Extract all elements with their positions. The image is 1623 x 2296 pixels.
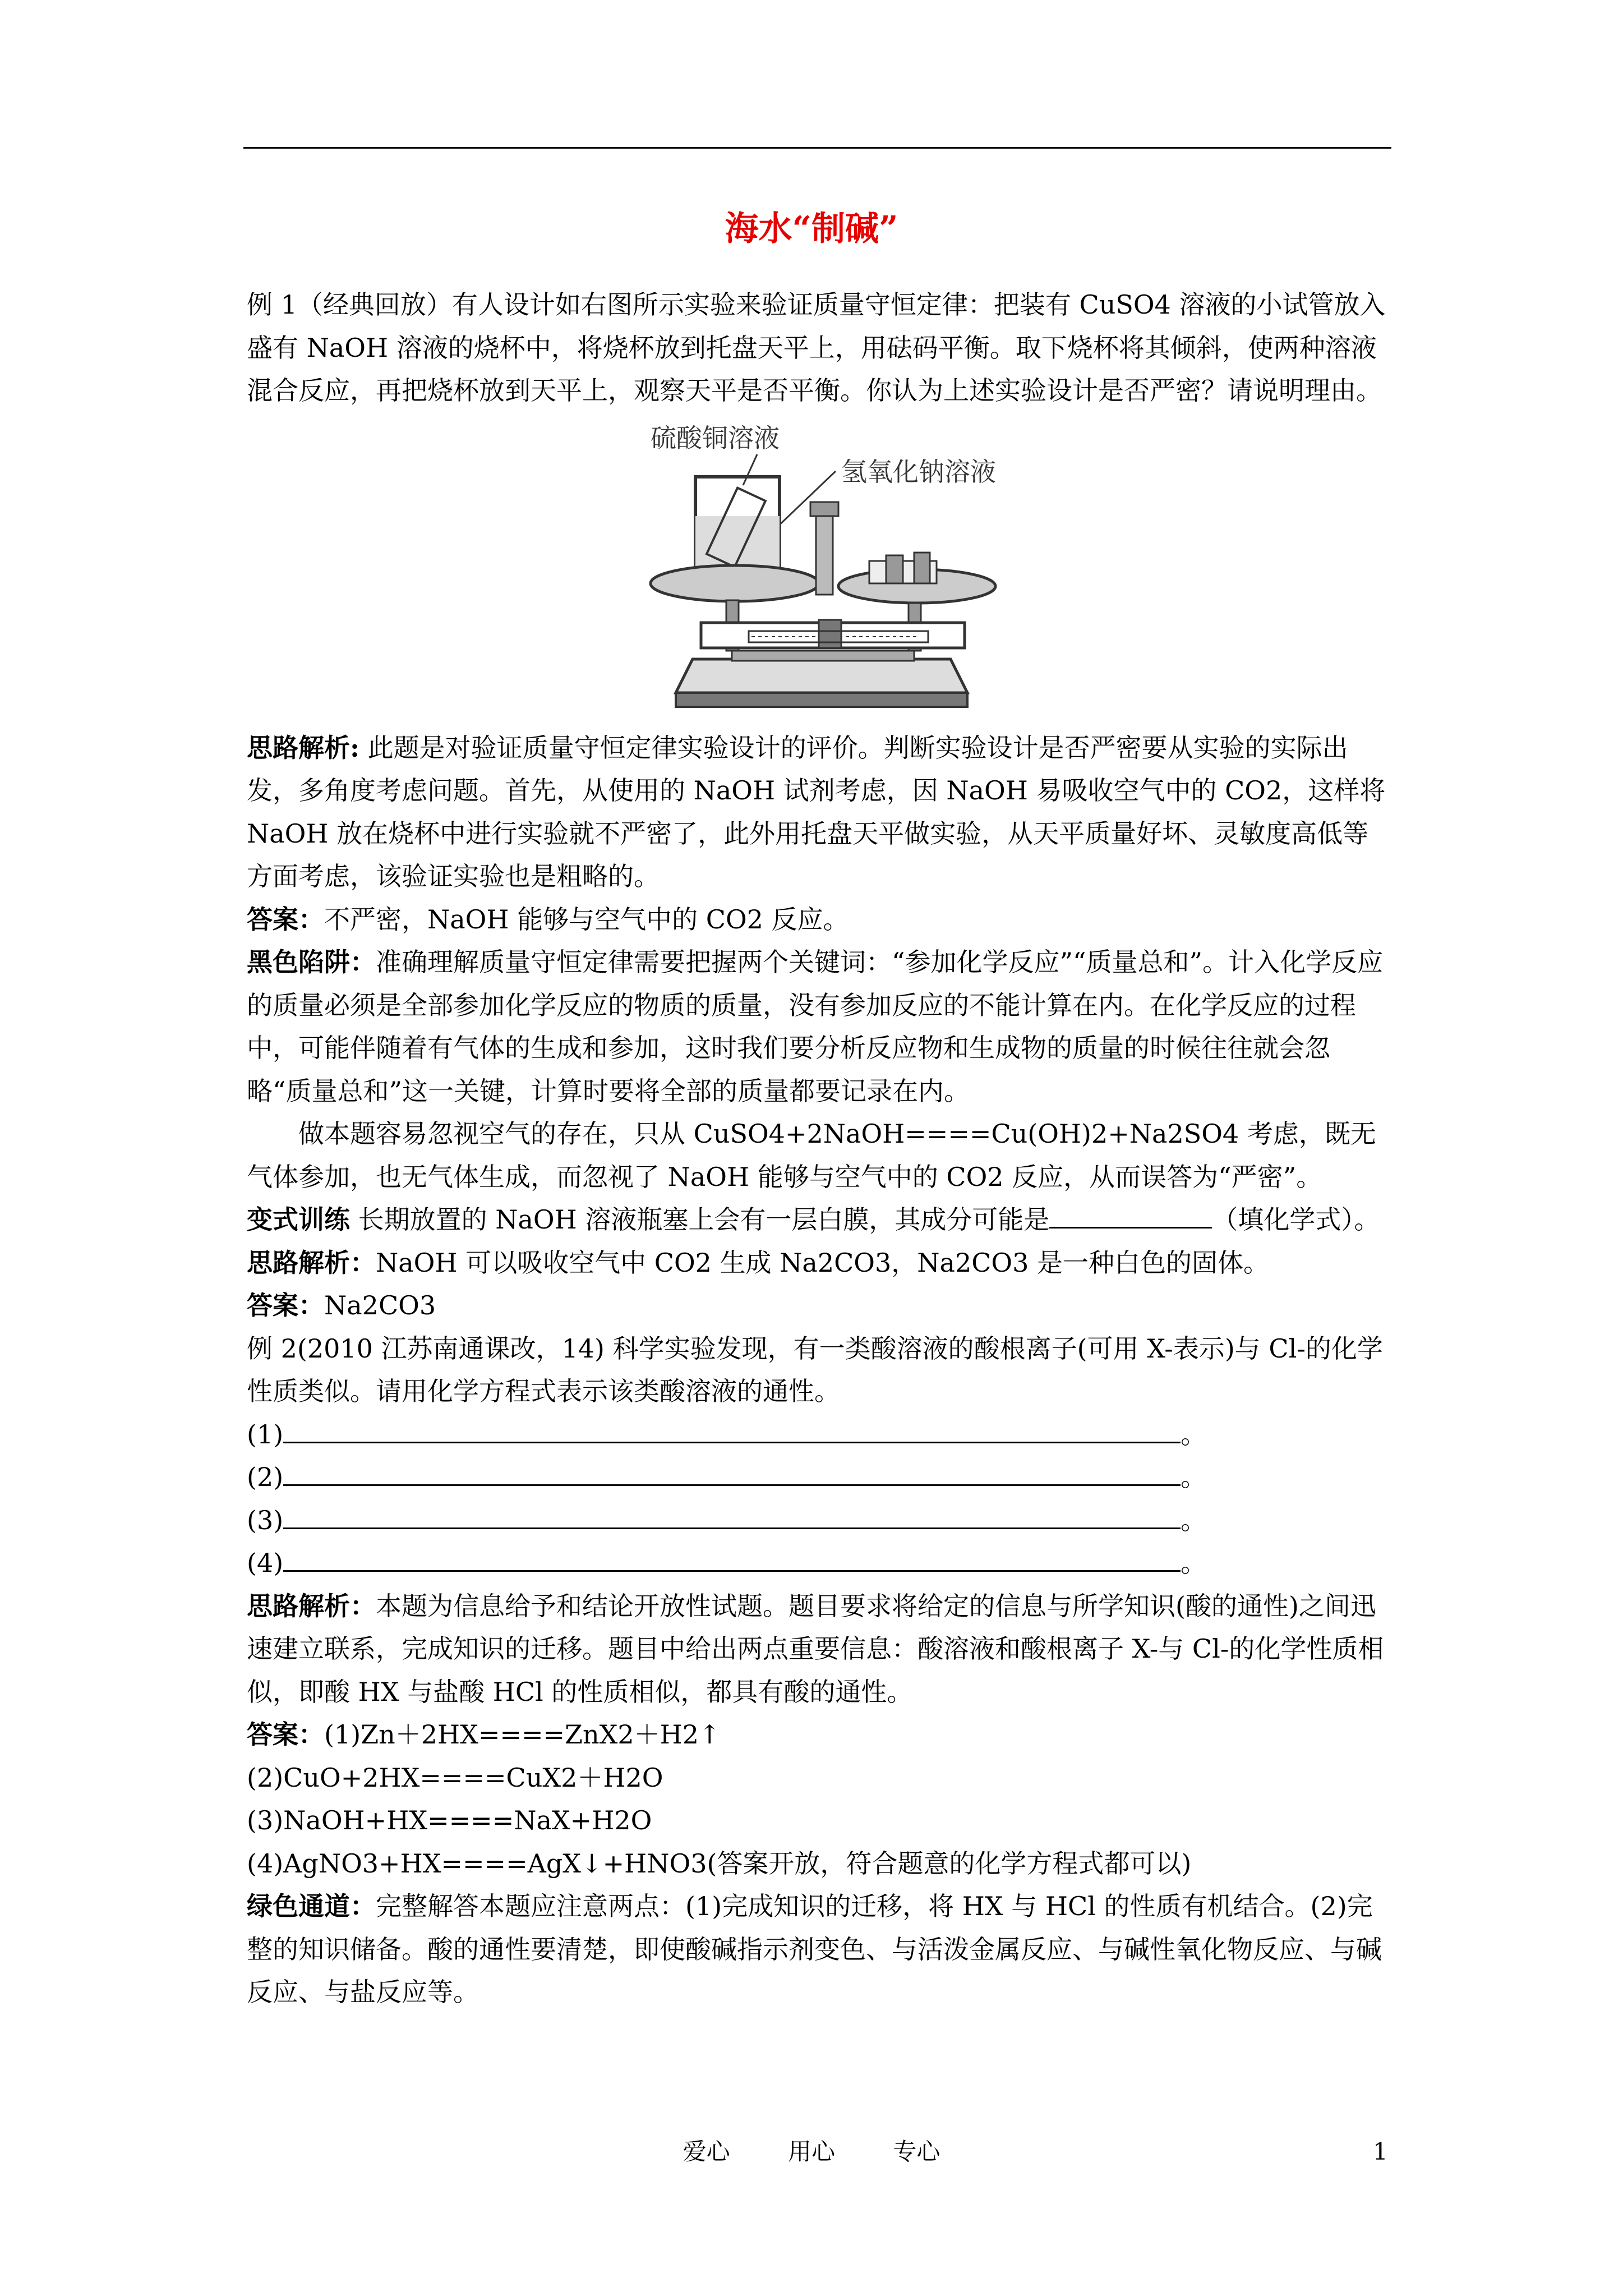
example2-question: 例 2(2010 江苏南通课改，14) 科学实验发现，有一类酸溶液的酸根离子(可用 X-表示)与 Cl-的化学性质类似。请用化学方程式表示该类酸溶液的通性。 bbox=[247, 1333, 1383, 1406]
variant-answer bbox=[247, 1284, 1391, 1327]
equation-2: (2)CuO+2HX====CuX2＋H2O bbox=[247, 1762, 663, 1793]
example1-analysis bbox=[247, 726, 1391, 898]
footer-item: 爱心 bbox=[683, 2138, 730, 2165]
blank-number: (3) bbox=[247, 1504, 284, 1535]
analysis-text: 此题是对验证质量守恒定律实验设计的评价。判断实验设计是否严密要从实验的实际出发，多角度考虑问题。首先，从使用的 NaOH 试剂考虑，因 NaOH 易吸收空气中的 CO2，这样将 NaOH 放在烧杯中进行实验就不严密了，此外用托盘天平做实验，从天平质量好坏、灵敏度高低等方面考虑，该验证实验也是粗略的。 bbox=[247, 732, 1386, 891]
trap-text: 准确理解质量守恒定律需要把握两个关键词：“参加化学反应”“质量总和”。计入化学反应的质量必须是全部参加化学反应的物质的质量，没有参加反应的不能计算在内。在化学反应的过程中，可能伴随着有气体的生成和参加，这时我们要分析反应物和生成物的质量的时候往往就会忽略“质量总和”这一关键，计算时要将全部的质量都要记录在内。 bbox=[247, 947, 1384, 1106]
example1-trap-note: 做本题容易忽视空气的存在，只从 CuSO4+2NaOH====Cu(OH)2+Na2SO4 考虑，既无气体参加，也无气体生成，而忽视了 NaOH 能够与空气中的 CO2 反应，从而误答为“严密”。 bbox=[247, 1119, 1376, 1192]
variant-question-tail: （填化学式）。 bbox=[1212, 1204, 1380, 1235]
equation-3: (3)NaOH+HX====NaX+H2O bbox=[247, 1805, 652, 1835]
variant-answer-blank[interactable] bbox=[1049, 1199, 1212, 1228]
answer-blank[interactable] bbox=[283, 1456, 1181, 1486]
example2-analysis-text: 本题为信息给予和结论开放性试题。题目要求将给定的信息与所学知识(酸的通性)之间迅速建立联系，完成知识的迁移。题目中给出两点重要信息：酸溶液和酸根离子 X-与 Cl-的化学性质相似，即酸 HX 与盐酸 HCl 的性质相似，都具有酸的通性。 bbox=[247, 1590, 1384, 1707]
blank-number: (2) bbox=[247, 1462, 284, 1492]
green-channel bbox=[247, 1885, 1391, 2014]
answer-blank[interactable] bbox=[283, 1542, 1181, 1572]
green-label: 绿色通道： bbox=[247, 1891, 376, 1921]
figure-label-sodium-hydroxide: 氢氧化钠溶液 bbox=[841, 457, 996, 486]
variant-question bbox=[247, 1198, 1391, 1241]
footer-item: 专心 bbox=[893, 2138, 940, 2165]
example1-question: 例 1（经典回放）有人设计如右图所示实验来验证质量守恒定律：把装有 CuSO4 溶液的小试管放入盛有 NaOH 溶液的烧杯中，将烧杯放到托盘天平上，用砝码平衡。取下烧杯将其倾斜，使两种溶液混合反应，再把烧杯放到天平上，观察天平是否平衡。你认为上述实验设计是否严密？请说明理由。 bbox=[247, 289, 1386, 406]
example2-answer-label: 答案： bbox=[247, 1719, 324, 1750]
example2-analysis-label: 思路解析： bbox=[247, 1590, 376, 1621]
blank-line-4 bbox=[247, 1542, 1391, 1585]
variant-analysis-text: NaOH 可以吸收空气中 CO2 生成 Na2CO3，Na2CO3 是一种白色的固体。 bbox=[376, 1247, 1270, 1278]
variant-answer-text: Na2CO3 bbox=[324, 1290, 436, 1320]
blank-line-1 bbox=[247, 1413, 1391, 1456]
blank-end: 。 bbox=[1181, 1462, 1207, 1492]
variant-answer-label: 答案： bbox=[247, 1290, 324, 1320]
analysis-label: 思路解析: bbox=[247, 732, 359, 763]
answer-blank[interactable] bbox=[283, 1499, 1181, 1529]
answer-text: 不严密，NaOH 能够与空气中的 CO2 反应。 bbox=[324, 904, 849, 935]
example1-trap bbox=[247, 941, 1391, 1112]
answer-label: 答案： bbox=[247, 904, 324, 935]
equation-4: (4)AgNO3+HX====AgX↓+HNO3(答案开放，符合题意的化学方程式都可以) bbox=[247, 1848, 1192, 1879]
blank-end: 。 bbox=[1181, 1419, 1207, 1450]
blank-end: 。 bbox=[1181, 1548, 1207, 1578]
blank-number: (4) bbox=[247, 1548, 284, 1578]
document-body bbox=[247, 283, 1391, 2014]
balance-figure bbox=[247, 412, 1391, 726]
blank-line-2 bbox=[247, 1456, 1391, 1499]
variant-label: 变式训练 bbox=[247, 1204, 350, 1235]
green-text: 完整解答本题应注意两点：(1)完成知识的迁移，将 HX 与 HCl 的性质有机结合。(2)完整的知识储备。酸的通性要清楚，即使酸碱指示剂变色、与活泼金属反应、与碱性氧化物反应、与碱反应、与盐反应等。 bbox=[247, 1891, 1382, 2007]
variant-analysis bbox=[247, 1241, 1391, 1285]
variant-analysis-label: 思路解析： bbox=[247, 1247, 376, 1278]
balance-diagram bbox=[639, 418, 998, 721]
trap-label: 黑色陷阱： bbox=[247, 947, 376, 977]
equation-1: (1)Zn＋2HX====ZnX2＋H2↑ bbox=[324, 1719, 721, 1750]
blank-number: (1) bbox=[247, 1419, 284, 1450]
header-rule bbox=[243, 147, 1391, 149]
example1-answer bbox=[247, 898, 1391, 941]
blank-end: 。 bbox=[1181, 1504, 1207, 1535]
blank-line-3 bbox=[247, 1499, 1391, 1542]
example2-analysis bbox=[247, 1585, 1391, 1714]
example2-answer-1 bbox=[247, 1713, 1391, 1756]
variant-question-text: 长期放置的 NaOH 溶液瓶塞上会有一层白膜，其成分可能是 bbox=[350, 1204, 1050, 1235]
figure-label-copper-sulfate: 硫酸铜溶液 bbox=[651, 423, 780, 453]
page-title: 海水“制碱” bbox=[725, 209, 898, 249]
footer-item: 用心 bbox=[787, 2138, 835, 2165]
page-number: 1 bbox=[1373, 2138, 1388, 2165]
answer-blank[interactable] bbox=[283, 1414, 1181, 1443]
